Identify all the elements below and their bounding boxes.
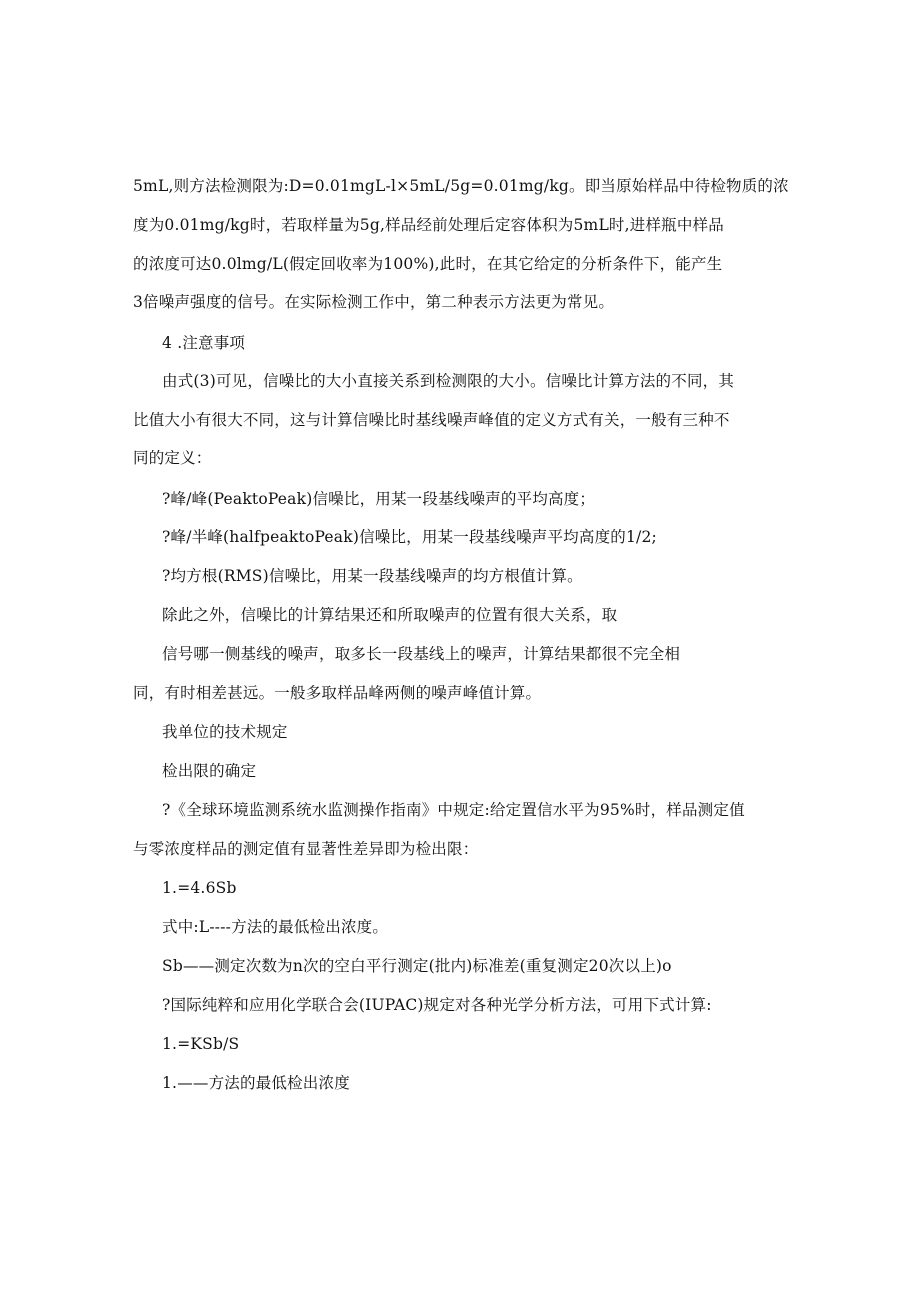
- text-line: 由式(3)可见，信噪比的大小直接关系到检测限的大小。信噪比计算方法的不同，其: [162, 372, 735, 390]
- text-line: 比值大小有很大不同，这与计算信噪比时基线噪声峰值的定义方式有关，一般有三种不: [133, 411, 730, 429]
- text-line: 同的定义：: [133, 449, 212, 467]
- text-line: 5mL,则方法检测限为:D=0.01mgL-l×5mL/5g=0.01mg/kg。即当原始样品中待检物质的浓: [133, 177, 789, 195]
- text-line: 与零浓度样品的测定值有显著性差异即为检出限：: [133, 840, 479, 858]
- text-line: 的浓度可达0.0lmg/L(假定回收率为100%),此时，在其它给定的分析条件下，能产生: [133, 255, 723, 273]
- text-line: Sb——测定次数为n次的空白平行测定(批内)标准差(重复测定20次以上)o: [162, 957, 672, 975]
- list-item: ?均方根(RMS)信噪比，用某一段基线噪声的均方根值计算。: [162, 567, 583, 585]
- formula-line: 1.=4.6Sb: [162, 879, 237, 897]
- text-line: 除此之外，信噪比的计算结果还和所取噪声的位置有很大关系，取: [162, 606, 618, 624]
- section-heading: 4 .注意事项: [162, 334, 246, 352]
- text-line: ?国际纯粹和应用化学联合会(IUPAC)规定对各种光学分析方法，可用下式计算:: [162, 996, 712, 1014]
- text-line: 度为0.01mg/kg时，若取样量为5g,样品经前处理后定容体积为5mL时,进样瓶中样品: [133, 216, 724, 234]
- text-line: 1.——方法的最低检出浓度: [162, 1074, 350, 1092]
- text-line: 3倍噪声强度的信号。在实际检测工作中，第二种表示方法更为常见。: [133, 293, 615, 311]
- section-heading: 检出限的确定: [162, 762, 257, 780]
- list-item: ?峰/峰(PeaktoPeak)信噪比，用某一段基线噪声的平均高度；: [162, 490, 596, 508]
- text-line: 式中:L----方法的最低检出浓度。: [162, 918, 389, 936]
- text-line: 同，有时相差甚远。一般多取样品峰两侧的噪声峰值计算。: [133, 684, 542, 702]
- text-line: 信号哪一侧基线的噪声，取多长一段基线上的噪声，计算结果都很不完全相: [162, 645, 681, 663]
- section-heading: 我单位的技术规定: [162, 723, 288, 741]
- list-item: ?峰/半峰(halfpeaktoPeak)信噪比，用某一段基线噪声平均高度的1/2;: [162, 528, 657, 546]
- text-line: ?《全球环境监测系统水监测操作指南》中规定:给定置信水平为95%时，样品测定值: [162, 801, 745, 819]
- formula-line: 1.=KSb/S: [162, 1035, 240, 1053]
